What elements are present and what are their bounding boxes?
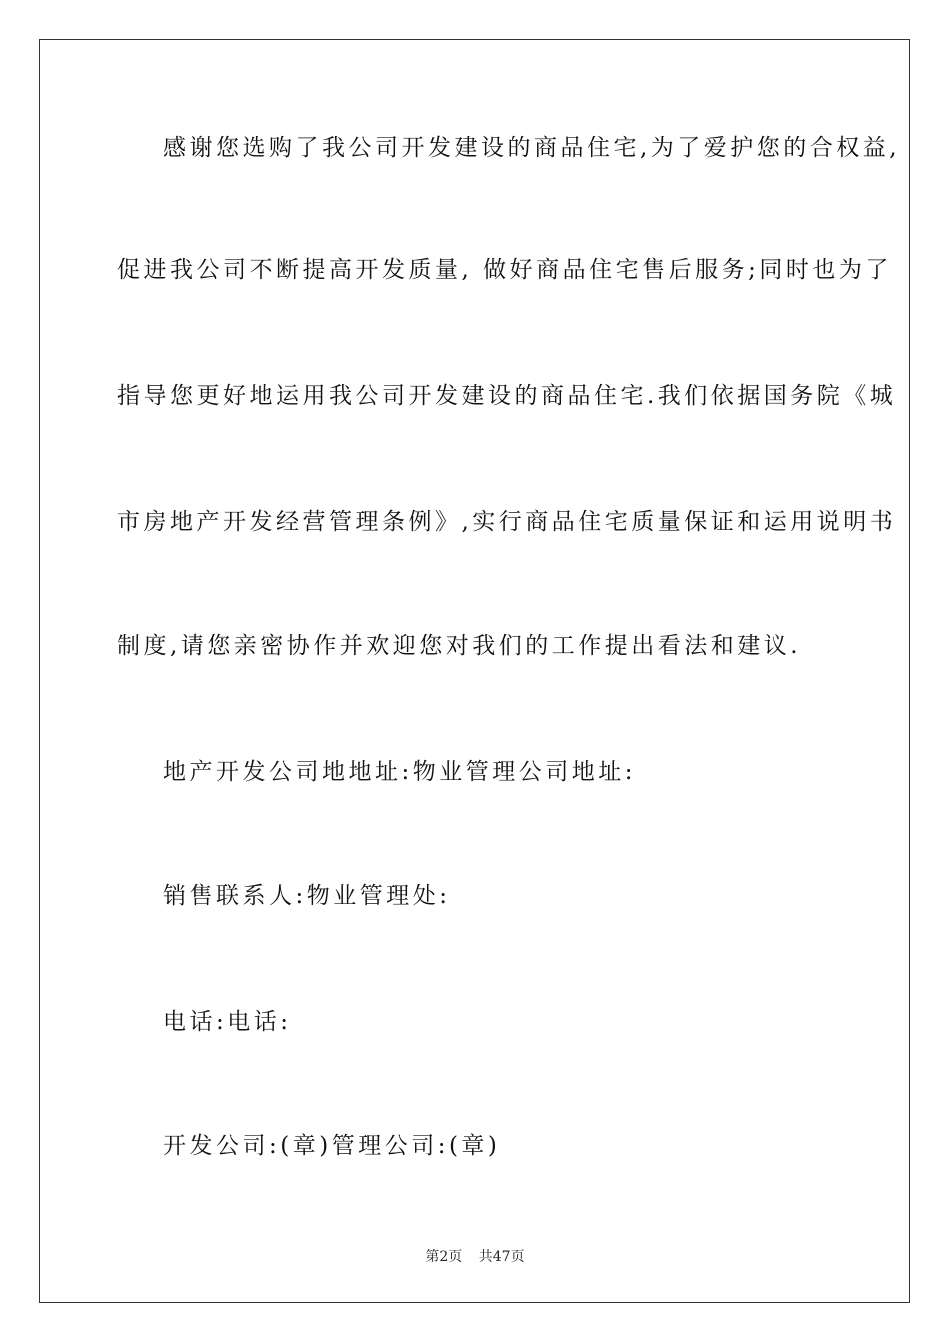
company-seal-line: 开发公司:(章)管理公司:(章): [163, 1133, 501, 1159]
paragraph-line-3: 指导您更好地运用我公司开发建设的商品住宅.我们依据国务院《城: [117, 383, 897, 409]
paragraph-line-5: 制度,请您亲密协作并欢迎您对我们的工作提出看法和建议.: [117, 633, 802, 659]
paragraph-line-2: 促进我公司不断提高开发质量, 做好商品住宅售后服务;同时也为了: [117, 257, 892, 283]
paragraph-line-1: 感谢您选购了我公司开发建设的商品住宅,为了爱护您的合权益,: [163, 135, 901, 161]
developer-address-line: 地产开发公司地地址:物业管理公司地址:: [163, 759, 636, 785]
sales-contact-line: 销售联系人:物业管理处:: [163, 883, 451, 909]
phone-line: 电话:电话:: [163, 1009, 292, 1035]
page-footer: [0, 1248, 950, 1266]
paragraph-line-4: 市房地产开发经营管理条例》,实行商品住宅质量保证和运用说明书: [117, 509, 897, 535]
page-total: 共47页: [478, 1249, 525, 1265]
page-border: [39, 39, 910, 1303]
page-number: 第2页: [425, 1249, 463, 1265]
